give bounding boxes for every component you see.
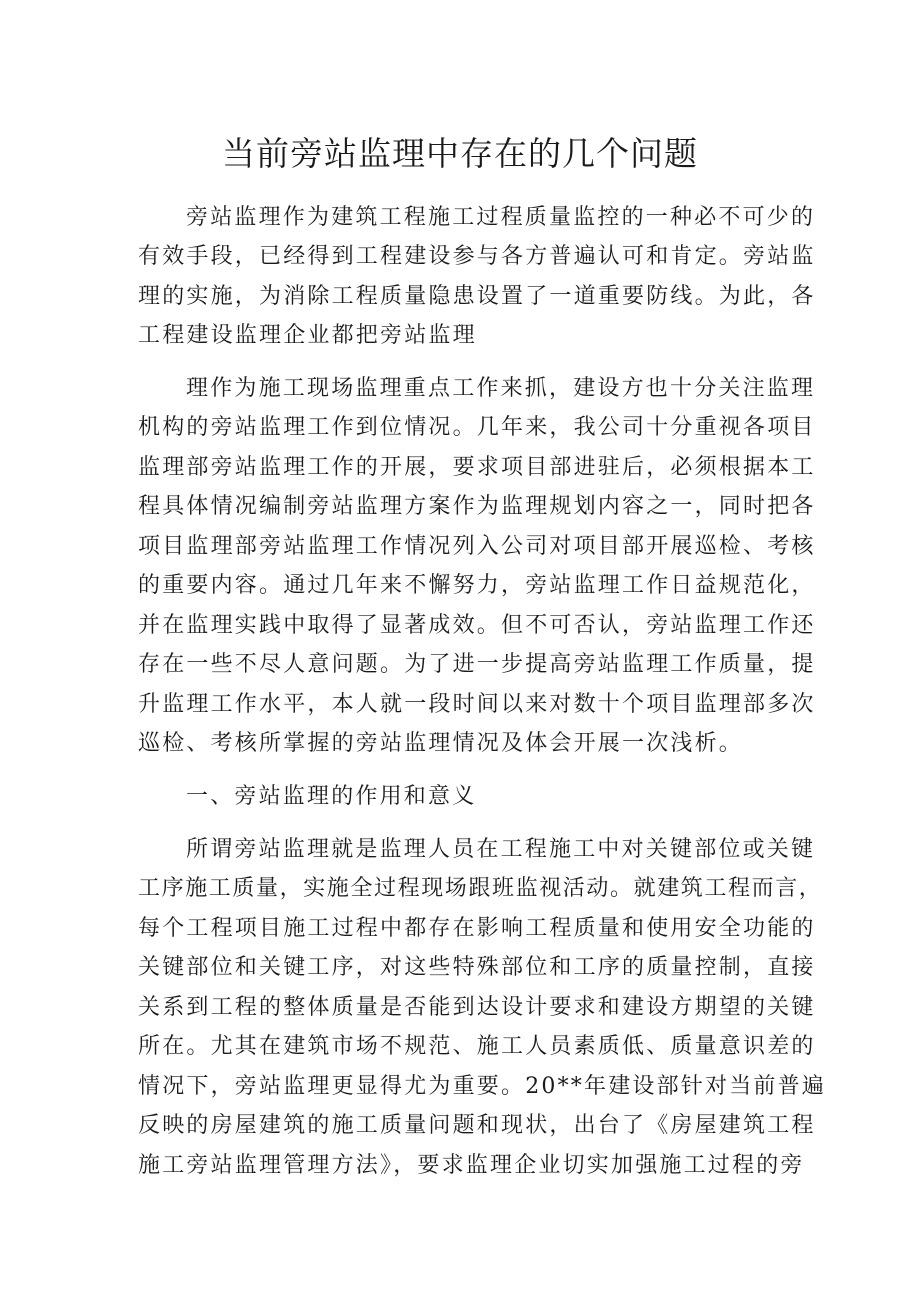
body-line: 并在监理实践中取得了显著成效。但不可否认，旁站监理工作还 — [138, 613, 816, 638]
body-line: 关键部位和关键工序，对这些特殊部位和工序的质量控制，直接 — [138, 955, 816, 980]
body-line: 巡检、考核所掌握的旁站监理情况及体会开展一次浅析。 — [138, 731, 744, 756]
body-line: 所在。尤其在建筑市场不规范、施工人员素质低、质量意识差的 — [138, 1034, 816, 1059]
body-line: 关系到工程的整体质量是否能到达设计要求和建设方期望的关键 — [138, 995, 816, 1020]
body-line: 工序施工质量，实施全过程现场跟班监视活动。就建筑工程而言， — [138, 876, 823, 901]
body-line: 有效手段，已经得到工程建设参与各方普遍认可和肯定。旁站监 — [138, 244, 816, 269]
body-line: 所谓旁站监理就是监理人员在工程施工中对关键部位或关键 — [186, 837, 816, 862]
body-line: 机构的旁站监理工作到位情况。几年来，我公司十分重视各项目 — [138, 415, 816, 440]
section-heading: 一、旁站监理的作用和意义 — [186, 784, 477, 809]
body-line: 监理部旁站监理工作的开展，要求项目部进驻后，必须根据本工 — [138, 455, 816, 480]
document-title: 当前旁站监理中存在的几个问题 — [222, 134, 698, 173]
body-line: 反映的房屋建筑的施工质量问题和现状，出台了《房屋建筑工程 — [138, 1113, 816, 1138]
body-line: 的重要内容。通过几年来不懈努力，旁站监理工作日益规范化， — [138, 573, 816, 598]
body-line: 理的实施，为消除工程质量隐患设置了一道重要防线。为此，各 — [138, 284, 816, 309]
body-line: 升监理工作水平，本人就一段时间以来对数十个项目监理部多次 — [138, 692, 816, 717]
body-line: 存在一些不尽人意问题。为了进一步提高旁站监理工作质量，提 — [138, 652, 816, 677]
body-line: 项目监理部旁站监理工作情况列入公司对项目部开展巡检、考核 — [138, 534, 816, 559]
body-line: 程具体情况编制旁站监理方案作为监理规划内容之一，同时把各 — [138, 494, 816, 519]
body-line: 施工旁站监理管理方法》，要求监理企业切实加强施工过程的旁 — [138, 1153, 805, 1178]
body-line: 每个工程项目施工过程中都存在影响工程质量和使用安全功能的 — [138, 916, 816, 941]
body-line: 情况下，旁站监理更显得尤为重要。20**年建设部针对当前普遍 — [138, 1074, 826, 1099]
body-line: 工程建设监理企业都把旁站监理 — [138, 323, 477, 348]
body-line: 理作为施工现场监理重点工作来抓，建设方也十分关注监理 — [186, 376, 816, 401]
body-line: 旁站监理作为建筑工程施工过程质量监控的一种必不可少的 — [186, 205, 816, 230]
